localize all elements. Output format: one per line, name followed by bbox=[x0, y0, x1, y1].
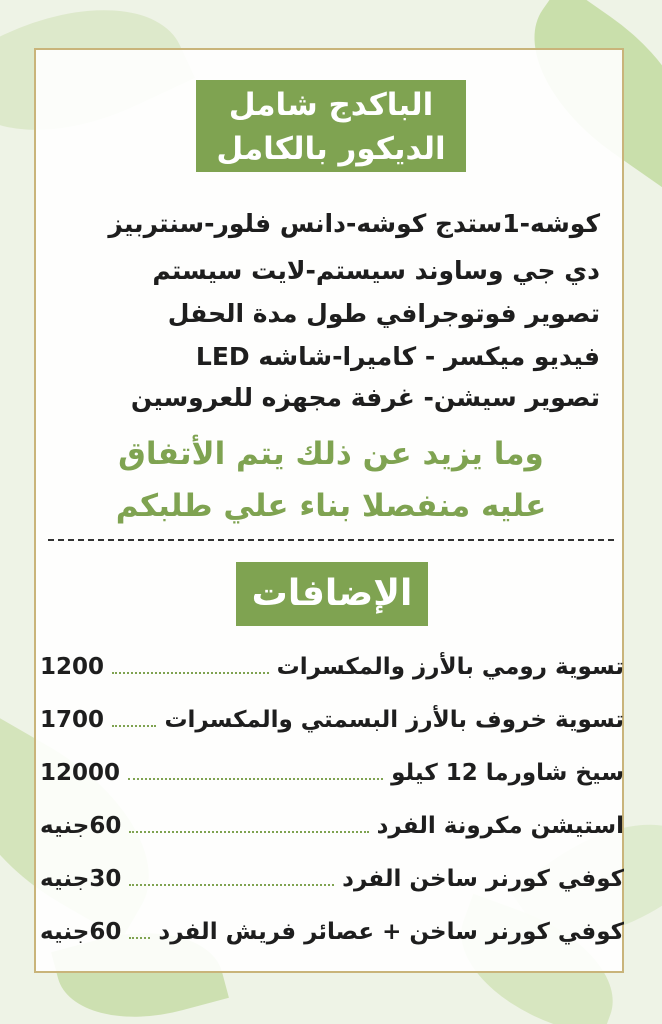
package-line: تصوير فوتوجرافي طول مدة الحفل bbox=[167, 299, 600, 328]
extra-item-name: تسوية خروف بالأرز البسمتي والمكسرات bbox=[164, 707, 624, 733]
title-line-2: الديكور بالكامل bbox=[216, 131, 446, 167]
extra-item-price: 1200 bbox=[40, 654, 105, 680]
extra-item-name: تسوية رومي بالأرز والمكسرات bbox=[276, 654, 624, 680]
extra-item bbox=[40, 912, 624, 952]
extra-item-price: 60جنيه bbox=[40, 813, 122, 839]
extra-item-name: سيخ شاورما 12 كيلو bbox=[391, 760, 624, 786]
dotted-leader bbox=[112, 672, 269, 674]
extra-item-name: استيشن مكرونة الفرد bbox=[376, 813, 624, 839]
package-line: كوشه-1ستدج كوشه-دانس فلور-سنتربيز bbox=[108, 209, 600, 238]
extra-item bbox=[40, 859, 624, 899]
extras-title: الإضافات bbox=[251, 573, 413, 614]
extra-item-price: 1700 bbox=[40, 707, 105, 733]
extra-item bbox=[40, 700, 624, 740]
package-line: فيديو ميكسر - كاميرا-شاشه LED bbox=[195, 342, 600, 371]
extra-item-price: 30جنيه bbox=[40, 866, 122, 892]
dotted-leader bbox=[129, 884, 334, 886]
extra-item-name: كوفي كورنر ساخن الفرد bbox=[342, 866, 624, 892]
dotted-leader bbox=[129, 831, 368, 833]
extra-item bbox=[40, 753, 624, 793]
extra-item-price: 12000 bbox=[40, 760, 121, 786]
dotted-leader bbox=[129, 937, 150, 939]
title-line-1: الباكدج شامل bbox=[228, 87, 434, 123]
extra-item bbox=[40, 647, 624, 687]
extra-item bbox=[40, 806, 624, 846]
package-line: دي جي وساوند سيستم-لايت سيستم bbox=[152, 256, 600, 285]
package-line: تصوير سيشن- غرفة مجهزه للعروسين bbox=[130, 383, 600, 412]
dotted-leader bbox=[128, 778, 383, 780]
section-divider bbox=[48, 539, 614, 541]
dotted-leader bbox=[112, 725, 156, 727]
extra-item-name: كوفي كورنر ساخن + عصائر فريش الفرد bbox=[158, 919, 624, 945]
note-line-1: وما يزيد عن ذلك يتم الأتفاق bbox=[118, 436, 544, 472]
note-line-2: عليه منفصلا بناء علي طلبكم bbox=[115, 488, 547, 524]
extra-item-price: 60جنيه bbox=[40, 919, 122, 945]
